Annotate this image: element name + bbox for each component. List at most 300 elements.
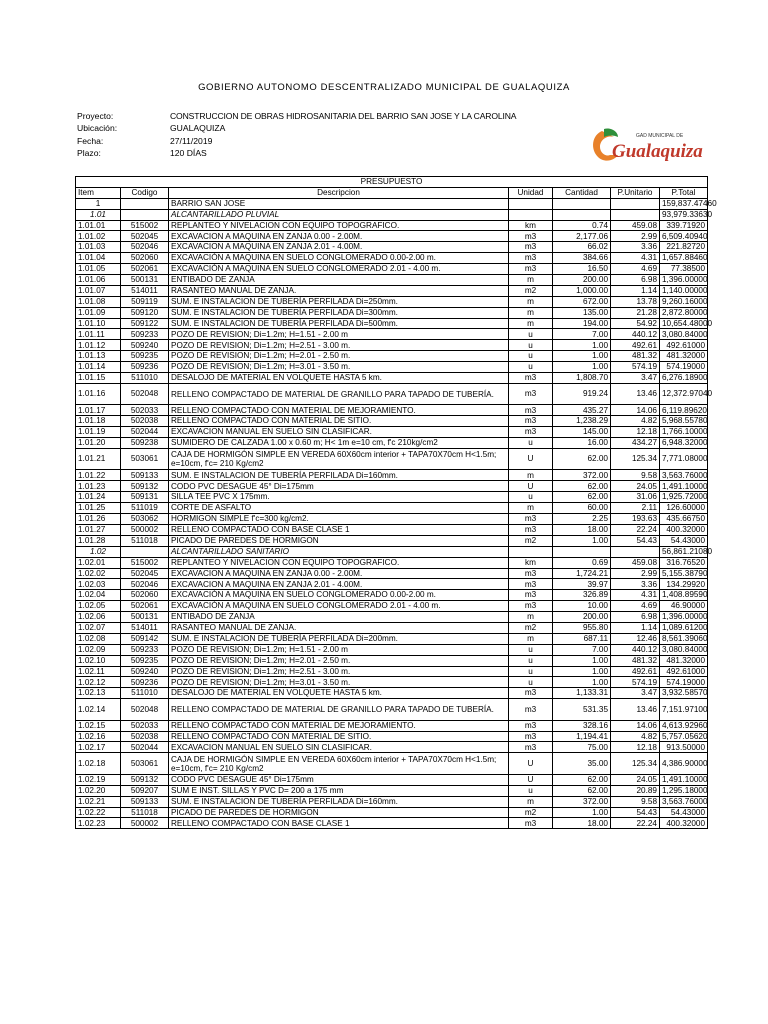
cell-ptotal: 134.29920 <box>660 579 708 590</box>
cell-item: 1.01.23 <box>76 481 121 492</box>
cell-cantidad: 531.35 <box>553 699 611 721</box>
cell-unidad: m2 <box>509 535 553 546</box>
header-descripcion: Descripcion <box>169 187 509 198</box>
cell-cantidad: 372.00 <box>553 796 611 807</box>
cell-ptotal: 1,396.00000 <box>660 275 708 286</box>
cell-codigo: 500002 <box>121 524 169 535</box>
meta-row-plazo <box>77 147 516 159</box>
cell-ptotal: 54.43000 <box>660 535 708 546</box>
cell-unidad: m <box>509 307 553 318</box>
cell-punitario: 4.69 <box>611 264 660 275</box>
cell-cantidad: 1.00 <box>553 666 611 677</box>
cell-codigo: 509133 <box>121 796 169 807</box>
cell-punitario: 14.06 <box>611 405 660 416</box>
cell-punitario: 12.18 <box>611 742 660 753</box>
table-row <box>76 373 708 384</box>
cell-punitario: 14.06 <box>611 720 660 731</box>
cell-unidad: km <box>509 220 553 231</box>
cell-descripcion: PICADO DE PAREDES DE HORMIGON <box>169 535 509 546</box>
meta-value: GUALAQUIZA <box>170 123 226 134</box>
cell-ptotal: 1,657.88460 <box>660 253 708 264</box>
cell-descripcion: REPLANTEO Y NIVELACION CON EQUIPO TOPOGRAFICO. <box>169 557 509 568</box>
cell-ptotal: 6,509.40940 <box>660 231 708 242</box>
cell-unidad: m3 <box>509 720 553 731</box>
table-row <box>76 198 708 209</box>
cell-descripcion: POZO DE REVISION; Di=1.2m; H=2.51 - 3.00 m. <box>169 666 509 677</box>
cell-unidad: km <box>509 557 553 568</box>
cell-cantidad: 7.00 <box>553 644 611 655</box>
table-row <box>76 677 708 688</box>
cell-item: 1.01.09 <box>76 307 121 318</box>
cell-cantidad: 62.00 <box>553 492 611 503</box>
table-row <box>76 720 708 731</box>
cell-item: 1.01.21 <box>76 448 121 470</box>
cell-unidad: m3 <box>509 818 553 829</box>
cell-item: 1.02.20 <box>76 785 121 796</box>
cell-codigo: 515002 <box>121 220 169 231</box>
table-row <box>76 242 708 253</box>
cell-descripcion: RELLENO COMPACTADO DE MATERIAL DE GRANILLO PARA TAPADO DE TUBERÍA. <box>169 383 509 405</box>
cell-ptotal: 2,872.80000 <box>660 307 708 318</box>
header-punitario: P.Unitario <box>611 187 660 198</box>
table-row <box>76 590 708 601</box>
table-row <box>76 362 708 373</box>
cell-codigo: 509236 <box>121 362 169 373</box>
cell-cantidad: 60.00 <box>553 503 611 514</box>
cell-ptotal: 574.19000 <box>660 362 708 373</box>
cell-unidad: m3 <box>509 590 553 601</box>
cell-punitario: 2.11 <box>611 503 660 514</box>
cell-ptotal: 54.43000 <box>660 807 708 818</box>
cell-item: 1.02.11 <box>76 666 121 677</box>
cell-unidad <box>509 209 553 220</box>
cell-ptotal: 1,925.72000 <box>660 492 708 503</box>
table-row <box>76 796 708 807</box>
cell-punitario: 2.99 <box>611 231 660 242</box>
cell-punitario: 13.46 <box>611 699 660 721</box>
cell-unidad: m <box>509 796 553 807</box>
cell-punitario <box>611 209 660 220</box>
cell-cantidad: 326.89 <box>553 590 611 601</box>
cell-punitario: 22.24 <box>611 818 660 829</box>
cell-cantidad: 919.24 <box>553 383 611 405</box>
cell-cantidad: 7.00 <box>553 329 611 340</box>
cell-descripcion: RELLENO COMPACTADO CON MATERIAL DE SITIO. <box>169 731 509 742</box>
cell-codigo: 502048 <box>121 699 169 721</box>
cell-codigo: 509238 <box>121 438 169 449</box>
cell-cantidad: 1.00 <box>553 351 611 362</box>
cell-ptotal: 56,861.21080 <box>660 546 708 557</box>
table-row <box>76 655 708 666</box>
cell-descripcion: SUMIDERO DE CALZADA 1.00 x 0.60 m; H< 1m e=10 cm, f'c 210kg/cm2 <box>169 438 509 449</box>
cell-codigo: 511010 <box>121 373 169 384</box>
cell-ptotal: 400.32000 <box>660 818 708 829</box>
table-row <box>76 535 708 546</box>
table-row <box>76 416 708 427</box>
cell-punitario: 20.89 <box>611 785 660 796</box>
cell-punitario: 434.27 <box>611 438 660 449</box>
cell-item: 1.02.18 <box>76 753 121 775</box>
cell-descripcion: SUM E INST. SILLAS Y PVC D= 200 a 175 mm <box>169 785 509 796</box>
cell-ptotal: 4,386.90000 <box>660 753 708 775</box>
cell-unidad: U <box>509 448 553 470</box>
cell-unidad: u <box>509 329 553 340</box>
cell-ptotal: 6,119.89620 <box>660 405 708 416</box>
cell-cantidad: 35.00 <box>553 753 611 775</box>
cell-unidad: u <box>509 340 553 351</box>
cell-item: 1.01.19 <box>76 427 121 438</box>
cell-ptotal: 3,563.76000 <box>660 470 708 481</box>
cell-item: 1.01.11 <box>76 329 121 340</box>
cell-punitario: 54.43 <box>611 807 660 818</box>
cell-punitario: 3.47 <box>611 688 660 699</box>
cell-item: 1.01.25 <box>76 503 121 514</box>
cell-item: 1.01.02 <box>76 231 121 242</box>
cell-codigo <box>121 546 169 557</box>
cell-codigo: 509236 <box>121 677 169 688</box>
cell-codigo: 509233 <box>121 329 169 340</box>
cell-item: 1.01.08 <box>76 296 121 307</box>
table-row <box>76 546 708 557</box>
cell-descripcion: DESALOJO DE MATERIAL EN VOLQUETE HASTA 5 km. <box>169 373 509 384</box>
cell-item: 1.01.01 <box>76 220 121 231</box>
cell-unidad <box>509 198 553 209</box>
cell-cantidad: 62.00 <box>553 774 611 785</box>
cell-item: 1.01.14 <box>76 362 121 373</box>
cell-ptotal: 77.38500 <box>660 264 708 275</box>
cell-punitario <box>611 198 660 209</box>
cell-descripcion: EXCAVACIÓN A MAQUINA EN SUELO CONGLOMERADO 0.00-2.00 m. <box>169 590 509 601</box>
cell-item: 1.01.22 <box>76 470 121 481</box>
cell-codigo: 511018 <box>121 807 169 818</box>
cell-ptotal: 9,260.16000 <box>660 296 708 307</box>
meta-label: Proyecto: <box>77 111 114 121</box>
cell-item: 1.02.22 <box>76 807 121 818</box>
cell-ptotal: 6,948.32000 <box>660 438 708 449</box>
cell-codigo: 500131 <box>121 275 169 286</box>
cell-unidad: u <box>509 351 553 362</box>
cell-unidad: m3 <box>509 731 553 742</box>
table-row <box>76 470 708 481</box>
logo-big-text: Gualaquiza <box>612 141 703 162</box>
table-row <box>76 644 708 655</box>
cell-codigo: 502048 <box>121 383 169 405</box>
cell-ptotal: 481.32000 <box>660 655 708 666</box>
table-row <box>76 329 708 340</box>
table-row <box>76 633 708 644</box>
cell-item: 1.01.20 <box>76 438 121 449</box>
cell-descripcion: POZO DE REVISION; Di=1.2m; H=1.51 - 2.00 m <box>169 644 509 655</box>
cell-item: 1.01.26 <box>76 514 121 525</box>
header-codigo: Codigo <box>121 187 169 198</box>
table-row <box>76 231 708 242</box>
table-row <box>76 503 708 514</box>
cell-unidad: m3 <box>509 579 553 590</box>
cell-punitario: 4.82 <box>611 416 660 427</box>
cell-descripcion: RELLENO COMPACTADO CON MATERIAL DE SITIO. <box>169 416 509 427</box>
cell-codigo: 500131 <box>121 612 169 623</box>
cell-cantidad: 62.00 <box>553 448 611 470</box>
cell-punitario: 4.31 <box>611 253 660 264</box>
cell-codigo: 509120 <box>121 307 169 318</box>
table-row <box>76 285 708 296</box>
cell-ptotal: 126.60000 <box>660 503 708 514</box>
cell-codigo: 509235 <box>121 655 169 666</box>
cell-ptotal: 12,372.97040 <box>660 383 708 405</box>
cell-codigo: 511018 <box>121 535 169 546</box>
cell-unidad: u <box>509 492 553 503</box>
cell-punitario: 3.47 <box>611 373 660 384</box>
cell-item: 1.02.04 <box>76 590 121 601</box>
cell-item: 1.01.28 <box>76 535 121 546</box>
cell-codigo: 500002 <box>121 818 169 829</box>
cell-item: 1.02.01 <box>76 557 121 568</box>
cell-punitario: 13.78 <box>611 296 660 307</box>
meta-row-ubicacion <box>77 122 516 134</box>
cell-unidad: m3 <box>509 383 553 405</box>
cell-item: 1.02.13 <box>76 688 121 699</box>
cell-item: 1.02.05 <box>76 601 121 612</box>
table-row <box>76 340 708 351</box>
cell-punitario: 125.34 <box>611 753 660 775</box>
cell-item: 1.02.02 <box>76 568 121 579</box>
cell-codigo: 502033 <box>121 405 169 416</box>
cell-cantidad <box>553 209 611 220</box>
cell-codigo: 503062 <box>121 514 169 525</box>
cell-descripcion: POZO DE REVISION; Di=1.2m; H=2.01 - 2.50 m. <box>169 351 509 362</box>
cell-item: 1.02.06 <box>76 612 121 623</box>
cell-item: 1.02.15 <box>76 720 121 731</box>
table-row <box>76 318 708 329</box>
cell-descripcion: ALCANTARILLADO PLUVIAL <box>169 209 509 220</box>
table-row <box>76 307 708 318</box>
cell-cantidad: 135.00 <box>553 307 611 318</box>
cell-punitario: 1.14 <box>611 285 660 296</box>
cell-cantidad: 66.02 <box>553 242 611 253</box>
meta-label: Plazo: <box>77 147 101 158</box>
cell-punitario: 481.32 <box>611 351 660 362</box>
cell-codigo: 509131 <box>121 492 169 503</box>
cell-descripcion: RASANTEO MANUAL DE ZANJA. <box>169 622 509 633</box>
cell-descripcion: EXCAVACION A MAQUINA EN ZANJA 0.00 - 2.00M. <box>169 231 509 242</box>
cell-item: 1.02.09 <box>76 644 121 655</box>
table-row <box>76 253 708 264</box>
cell-item: 1.02.07 <box>76 622 121 633</box>
cell-descripcion: RELLENO COMPACTADO CON BASE CLASE 1 <box>169 818 509 829</box>
cell-descripcion: SUM. E INSTALACION DE TUBERÍA PERFILADA Di=160mm. <box>169 470 509 481</box>
cell-punitario: 12.46 <box>611 633 660 644</box>
cell-descripcion: POZO DE REVISION; Di=1.2m; H=2.51 - 3.00 m. <box>169 340 509 351</box>
cell-cantidad: 194.00 <box>553 318 611 329</box>
cell-codigo: 502038 <box>121 731 169 742</box>
cell-descripcion: POZO DE REVISION; Di=1.2m; H=3.01 - 3.50 m. <box>169 362 509 373</box>
cell-descripcion: SILLA TEE PVC X 175mm. <box>169 492 509 503</box>
cell-ptotal: 159,837.47460 <box>660 198 708 209</box>
cell-unidad: m <box>509 296 553 307</box>
table-row <box>76 481 708 492</box>
cell-descripcion: BARRIO SAN JOSE <box>169 198 509 209</box>
cell-codigo: 509142 <box>121 633 169 644</box>
cell-descripcion: CORTE DE ASFALTO <box>169 503 509 514</box>
cell-descripcion: EXCAVACIÓN A MAQUINA EN SUELO CONGLOMERADO 2.01 - 4.00 m. <box>169 601 509 612</box>
cell-punitario: 492.61 <box>611 340 660 351</box>
cell-unidad: m3 <box>509 373 553 384</box>
cell-cantidad: 145.00 <box>553 427 611 438</box>
cell-codigo: 509240 <box>121 666 169 677</box>
cell-cantidad: 75.00 <box>553 742 611 753</box>
cell-codigo: 514011 <box>121 622 169 633</box>
cell-codigo: 502044 <box>121 742 169 753</box>
cell-ptotal: 8,561.39060 <box>660 633 708 644</box>
table-row <box>76 818 708 829</box>
cell-descripcion: POZO DE REVISION; Di=1.2m; H=1.51 - 2.00 m <box>169 329 509 340</box>
cell-item: 1.02 <box>76 546 121 557</box>
table-row <box>76 568 708 579</box>
cell-punitario: 492.61 <box>611 666 660 677</box>
cell-codigo: 515002 <box>121 557 169 568</box>
table-row <box>76 785 708 796</box>
table-row <box>76 275 708 286</box>
table-caption: PRESUPUESTO <box>76 177 708 188</box>
cell-cantidad: 384.66 <box>553 253 611 264</box>
cell-ptotal: 1,491.10000 <box>660 481 708 492</box>
cell-descripcion: RASANTEO MANUAL DE ZANJA. <box>169 285 509 296</box>
cell-unidad: u <box>509 362 553 373</box>
cell-ptotal: 574.19000 <box>660 677 708 688</box>
cell-codigo: 514011 <box>121 285 169 296</box>
cell-descripcion: SUM. E INSTALACION DE TUBERÍA PERFILADA Di=250mm. <box>169 296 509 307</box>
table-caption-row <box>76 177 708 188</box>
document-title: GOBIERNO AUTONOMO DESCENTRALIZADO MUNICIPAL DE GUALAQUIZA <box>198 82 570 93</box>
cell-codigo: 509119 <box>121 296 169 307</box>
cell-punitario: 193.63 <box>611 514 660 525</box>
cell-cantidad: 1,238.29 <box>553 416 611 427</box>
meta-value: 120 DÍAS <box>170 147 207 158</box>
cell-codigo: 502046 <box>121 242 169 253</box>
cell-unidad: U <box>509 774 553 785</box>
cell-punitario: 1.14 <box>611 622 660 633</box>
cell-codigo: 502046 <box>121 579 169 590</box>
cell-punitario: 3.36 <box>611 242 660 253</box>
cell-cantidad: 372.00 <box>553 470 611 481</box>
cell-codigo: 509233 <box>121 644 169 655</box>
cell-punitario: 21.28 <box>611 307 660 318</box>
cell-item: 1.01.10 <box>76 318 121 329</box>
cell-ptotal: 93,979.33630 <box>660 209 708 220</box>
meta-label: Fecha: <box>77 135 104 146</box>
cell-ptotal: 492.61000 <box>660 340 708 351</box>
table-row <box>76 579 708 590</box>
cell-descripcion: PICADO DE PAREDES DE HORMIGON <box>169 807 509 818</box>
cell-unidad: m3 <box>509 242 553 253</box>
cell-unidad <box>509 546 553 557</box>
cell-punitario: 6.98 <box>611 275 660 286</box>
cell-item: 1.01.06 <box>76 275 121 286</box>
cell-codigo: 502038 <box>121 416 169 427</box>
cell-cantidad: 39.97 <box>553 579 611 590</box>
cell-cantidad: 200.00 <box>553 612 611 623</box>
cell-cantidad: 18.00 <box>553 524 611 535</box>
cell-descripcion: CAJA DE HORMIGÓN SIMPLE EN VEREDA 60X60cm interior + TAPA70X70cm H<1.5m; e=10cm, f'c= 210 Kg/cm2 <box>169 448 509 470</box>
table-row <box>76 699 708 721</box>
cell-codigo: 502060 <box>121 590 169 601</box>
cell-descripcion: CODO PVC DESAGUE 45° Di=175mm <box>169 481 509 492</box>
cell-punitario: 3.36 <box>611 579 660 590</box>
meta-row-fecha <box>77 135 516 147</box>
cell-item: 1.02.17 <box>76 742 121 753</box>
cell-cantidad: 0.74 <box>553 220 611 231</box>
cell-descripcion: EXCAVACION MANUAL EN SUELO SIN CLASIFICAR. <box>169 742 509 753</box>
table-row <box>76 557 708 568</box>
meta-row-proyecto <box>77 110 516 122</box>
table-row <box>76 351 708 362</box>
cell-punitario: 9.58 <box>611 796 660 807</box>
table-row <box>76 264 708 275</box>
cell-ptotal: 5,155.38790 <box>660 568 708 579</box>
cell-cantidad: 1.00 <box>553 655 611 666</box>
cell-punitario: 12.18 <box>611 427 660 438</box>
cell-item: 1.01.16 <box>76 383 121 405</box>
cell-punitario: 54.92 <box>611 318 660 329</box>
cell-ptotal: 221.82720 <box>660 242 708 253</box>
cell-cantidad: 435.27 <box>553 405 611 416</box>
cell-unidad: m3 <box>509 514 553 525</box>
cell-unidad: m3 <box>509 405 553 416</box>
cell-punitario: 125.34 <box>611 448 660 470</box>
cell-descripcion: EXCAVACIÓN A MAQUINA EN SUELO CONGLOMERADO 2.01 - 4.00 m. <box>169 264 509 275</box>
cell-ptotal: 1,396.00000 <box>660 612 708 623</box>
cell-cantidad: 1,194.41 <box>553 731 611 742</box>
cell-unidad: m3 <box>509 601 553 612</box>
cell-codigo: 503061 <box>121 753 169 775</box>
cell-item: 1.02.21 <box>76 796 121 807</box>
table-row <box>76 448 708 470</box>
cell-unidad: m2 <box>509 622 553 633</box>
cell-punitario: 2.99 <box>611 568 660 579</box>
cell-punitario: 31.06 <box>611 492 660 503</box>
cell-descripcion: ENTIBADO DE ZANJA <box>169 612 509 623</box>
cell-unidad: m3 <box>509 568 553 579</box>
cell-unidad: m3 <box>509 264 553 275</box>
table-row <box>76 622 708 633</box>
cell-ptotal: 481.32000 <box>660 351 708 362</box>
cell-cantidad: 1,000.00 <box>553 285 611 296</box>
cell-cantidad: 1,808.70 <box>553 373 611 384</box>
cell-cantidad: 1.00 <box>553 535 611 546</box>
cell-ptotal: 5,968.55780 <box>660 416 708 427</box>
meta-label: Ubicación: <box>77 123 118 134</box>
cell-punitario: 24.05 <box>611 481 660 492</box>
cell-unidad: m3 <box>509 427 553 438</box>
cell-cantidad: 1.00 <box>553 362 611 373</box>
cell-punitario: 459.08 <box>611 557 660 568</box>
cell-codigo: 502061 <box>121 601 169 612</box>
cell-item: 1.02.08 <box>76 633 121 644</box>
cell-unidad: u <box>509 785 553 796</box>
table-row <box>76 438 708 449</box>
cell-descripcion: SUM. E INSTALACION DE TUBERÍA PERFILADA Di=500mm. <box>169 318 509 329</box>
cell-ptotal: 3,080.84000 <box>660 329 708 340</box>
cell-ptotal: 339.71920 <box>660 220 708 231</box>
cell-punitario: 54.43 <box>611 535 660 546</box>
cell-punitario: 22.24 <box>611 524 660 535</box>
cell-unidad: m <box>509 503 553 514</box>
cell-cantidad: 10.00 <box>553 601 611 612</box>
cell-ptotal: 1,491.10000 <box>660 774 708 785</box>
cell-item: 1.01.04 <box>76 253 121 264</box>
cell-descripcion: EXCAVACION A MAQUINA EN ZANJA 2.01 - 4.00M. <box>169 579 509 590</box>
cell-descripcion: REPLANTEO Y NIVELACION CON EQUIPO TOPOGRAFICO. <box>169 220 509 231</box>
